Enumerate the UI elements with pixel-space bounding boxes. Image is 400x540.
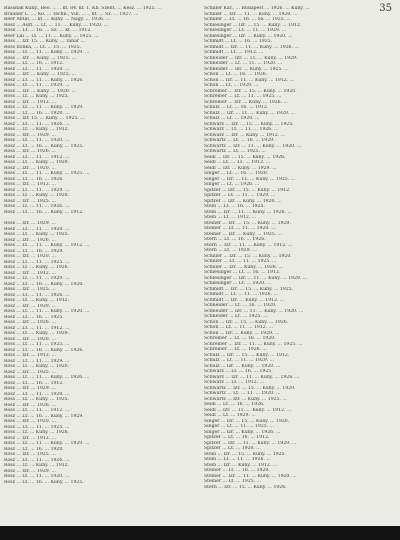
directory-entry: Schreiber ... Lt. ... 16. ... 1920. — [204, 336, 276, 341]
directory-entry: Schwarz ... Lt. ... 1912. ... — [204, 380, 264, 385]
directory-entry: Spitzer ... Izr. ... Kuny. ... 1920. ... — [204, 198, 282, 204]
directory-entry: Rosz ... Lt. ... 11. ... 1912. ... — [4, 325, 70, 331]
directory-entry: Rosz ... Lt. ... 16. ... 1920. ... — [4, 110, 70, 116]
directory-entry: Rosz ... Lt. ... 11. ... 1926. ... — [4, 292, 70, 298]
directory-entry: Ross ... Izr. ... 1926. ... — [4, 149, 56, 154]
directory-entry: Schwartz ... Izr. ... 11. ... Kuny. ... 1920. ... — [204, 143, 302, 149]
directory-entry: Spitzer ... Izr. ... 11. ... Kuny. ... 1929. ... — [204, 440, 297, 446]
directory-entry: Schön ... Izr. ... 15. ... Kuny. ... 1926. — [204, 319, 289, 325]
directory-entry: Singer ... Izr. ... 11. ... Kuny. ... 1925. ... — [204, 176, 296, 182]
directory-entry: Spitzer ... Lt. ... 1920. ... — [204, 446, 261, 451]
directory-entry: Schwarz ... Lt. ... 11. ... 1926. ... — [204, 127, 279, 132]
directory-entry: Rosz ... Izr. ... 1929. ... — [4, 132, 56, 138]
directory-entry: Stern ... Lt. ... 1929. ... — [204, 248, 257, 253]
directory-entry: Ross ... Izr. ... 1925. ... — [4, 452, 56, 457]
page-number: 35 — [379, 3, 392, 14]
directory-entry: Rosz ... Lt. ... 11. ... 1925. ... — [4, 424, 70, 430]
directory-entry: Schiller ... Izr. ... 11. ... Kuny. ... 1920. ... — [204, 11, 298, 17]
directory-entry: Rosz ... Izr. ... 1925. ... — [4, 198, 56, 204]
directory-entry: Rosz ... Lt. ... 16. ... 1929. — [4, 248, 64, 254]
directory-entry: Ross ... Izr. ... 1912. ... — [4, 182, 56, 187]
directory-entry: Beer Antal, ... kt. ... Kuny. ... Nagy. ... 1926. ... — [4, 17, 111, 22]
directory-entry: Schwartz ... Lt. ... 1925. ... — [204, 149, 266, 154]
directory-entry: Singer ... Izr. ... Kuny. ... 1926. ... — [204, 429, 281, 435]
directory-entry: Steiner ... Izr. ... Kuny. ... 1925. ... — [204, 231, 283, 237]
directory-entry: Rosz ... Lt. ... 16. ... Kuny. ... 1920. — [4, 281, 84, 287]
directory-entry: Schwarz ... Izr. ... 11. ... Kuny. ... 1926. ... — [204, 374, 300, 380]
directory-entry: Schneider ... Izr. ... Kuny. ... 1925. ... — [204, 66, 289, 72]
directory-entry: Rosz ... Izr. ... 1929. ... — [4, 468, 56, 474]
directory-entry: Schwarz ... Lt. ... 16. ... 1925. — [204, 369, 273, 374]
directory-entry: Rosz ... Lt. ... 11. ... 1920. ... — [4, 226, 70, 232]
directory-entry: Ross ... Lt. ... 11. ... 1912. ... — [4, 408, 70, 413]
directory-entry: Beer Lili ... Lt. ... 11. ... Kuny. ... 1925. ... — [4, 33, 99, 39]
directory-entry: Ross ... Izr. 15. ... Kuny. ... 1925. ... — [4, 116, 85, 121]
directory-entry: Schneider ... Lt. ... 1925. ... — [204, 314, 268, 319]
directory-entry: Singer ... Lt. ... 16. ... 1920. — [204, 171, 269, 176]
directory-entry: Ross ... Izr. 15. ... Kuny. ... Tanár ... — [4, 39, 85, 44]
directory-entry: Stein ... Izr. ... 15. ... Kuny. ... 1925. — [204, 451, 286, 457]
directory-entry: Ross ... Lt. ... Kuny. ... 1925. — [4, 397, 70, 402]
directory-entry: Rosz ... Izr. ... 1912. ... — [4, 270, 56, 276]
directory-entry: Schwarz ... Izr. ... Kuny. ... 1912. ... — [204, 132, 285, 138]
directory-entry: Ross ... Lt. ... Kuny. ... 1912. — [4, 298, 70, 303]
directory-entry: Steiner ... Izr. ... 11. ... Kuny. ... 1920. ... — [204, 473, 297, 479]
right-column — [204, 6, 394, 521]
directory-entry: Schön ... Lt. ... 1929. ... — [204, 83, 259, 88]
directory-entry: Brauner L. ..., Kö. ... Techn., Vill. ... ., kt. ... Sz. ... 1927. ... — [4, 11, 139, 17]
directory-entry: Ross ... Lt. ... Kuny. ... 1929. — [4, 331, 70, 336]
directory-entry: Schlesinger ... Lt. ... 11. ... 1929. ... — [204, 28, 287, 33]
directory-entry: Ross ... Izr. ... 1920. ... — [4, 419, 56, 424]
directory-entry: Ross ... Lt. ... Kuny. ... 1926. — [4, 430, 70, 435]
directory-entry: Schreiber ... Izr. ... 15. ... Kuny. ... 1920. — [204, 88, 297, 94]
directory-entry: Schmidt ... Lt. ... 16. ... 1925. — [204, 39, 273, 44]
directory-entry: Singer ... Lt. ... 1926. ... — [204, 182, 260, 187]
directory-entry: Ross ... Izr. ... 1925. ... — [4, 287, 56, 292]
directory-entry: Rose ... Lt. ... 16. ... Sz. ... kt. ... 1912. — [4, 28, 92, 33]
directory-entry: Ross ... Izr. ... 1920. ... — [4, 254, 56, 259]
directory-entry: Seidl ... Lt. ... 16. ... 1926. — [204, 402, 265, 407]
directory-entry: Schulz ... Lt. ... 11. ... 1929. ... — [204, 358, 275, 363]
directory-entry: Ross ... Lt. ... 11. ... Kuny. ... 1929. — [4, 105, 84, 110]
directory-entry: Rosz ... Izr. ... 1920. ... — [4, 165, 56, 171]
directory-entry: Rosz ... Lt. ... 11. ... 1920. ... — [4, 391, 70, 397]
directory-entry: Rosz ... Lt. ... 16. ... Kuny. ... 1925. — [4, 479, 84, 485]
directory-entry: Ross ... Lt. ... 11. ... 1925. ... — [4, 342, 70, 347]
directory-entry: Singer ... Izr. ... 15. ... Kuny. ... 1920. — [204, 418, 290, 424]
directory-entry: Schulz ... Lt. ... 1920. ... — [204, 116, 260, 121]
directory-entry: Rosz ... Lt. ... 11. ... 1929. ... — [4, 358, 70, 364]
directory-entry: Ross ... Lt. ... 11. ... 1926. ... — [4, 204, 70, 209]
directory-entry: Schlesinger ... Lt. ... 16. ... 1912. — [204, 270, 281, 275]
directory-entry: Seidl ... Izr. ... 15. ... Kuny. ... 1926. — [204, 154, 286, 160]
directory-entry: Ross ... Lt. ... 11. ... Kuny. ... 1929. ... — [4, 441, 90, 446]
directory-entry: Ross ... Lt. ... 11. ... 1920. ... — [4, 474, 70, 479]
directory-entry: Ross ... Izr. ... 1929. ... — [4, 221, 56, 226]
directory-entry: Rosz ... Lt. ... 11. ... 1926. ... — [4, 121, 70, 127]
directory-entry: Schiller ... Lt. ... 16. ... Sz. ... 1925. ... — [204, 17, 291, 22]
directory-entry: Schlesinger ... Izr. ... 11. ... Kuny. ... 1929. ... — [204, 275, 308, 281]
directory-entry: Rosz ... Lt. ... 11. ... 1925. ... — [4, 259, 70, 265]
directory-entry: Schwartz ... Izr. ... Kuny. ... 1925. ... — [204, 396, 287, 402]
directory-entry: Ross ... Lt. ... Kuny. ... 1912. — [4, 127, 70, 132]
directory-entry: Steiner ... Izr. ... 15. ... Kuny. ... 1929. — [204, 220, 291, 226]
directory-entry: Rosz ... Lt. ... 16. ... Kuny. ... 1926. — [4, 347, 84, 353]
directory-entry: Rosz ... Izr. ... 1929. ... — [4, 303, 56, 309]
directory-entry: Schneider ... Lt. ... 16. ... 1929. — [204, 303, 277, 308]
directory-entry: Ross ... Lt. ... 11. ... Kuny. ... 1920. ... — [4, 309, 90, 314]
directory-entry: Schlesinger ... Izr. ... 15. ... Kuny. ... 1912. — [204, 22, 302, 28]
directory-entry: Schön ... Lt. ... 11. ... 1912. ... — [204, 325, 273, 330]
directory-entry: Stein ... Izr. ... Kuny. ... 1912. ... — [204, 462, 278, 468]
directory-entry: Rosz ... Lt. ... 11. ... Kuny. ... 1926. — [4, 77, 84, 83]
directory-entry: Schön ... Izr. ... Kuny. ... 1929. ... — [204, 330, 280, 336]
directory-entry: Schön ... Lt. ... 16. ... 1926. — [204, 72, 268, 77]
directory-entry: Schlesinger ... Lt. ... 1920. ... — [204, 281, 272, 286]
directory-entry: Schön ... Izr. ... 11. ... Kuny. ... 1912. ... — [204, 77, 294, 83]
directory-entry: Rosz ... Izr. ... 1926. ... — [4, 237, 56, 243]
directory-entry: Stern ... Lt. ... 16. ... 1926. — [204, 237, 266, 242]
scan-border — [0, 526, 400, 540]
directory-entry: Seidl ... Lt. ... 1929. ... — [204, 413, 256, 418]
directory-entry: Schneider ... Izr. ... 11. ... Kuny. ... 1920. ... — [204, 308, 304, 314]
directory-entry: Schmidt ... Lt. ... 11. ... 1926. ... — [204, 292, 278, 297]
directory-entry: Schmidt ... Izr. ... 11. ... Kuny. ... 1926. ... — [204, 44, 299, 50]
directory-entry: Ross ... Lt. ... 11. ... Kuny. ... 1925. ... — [4, 171, 90, 176]
directory-entry: Schmidt ... Izr. ... 15. ... Kuny. ... 1925. — [204, 286, 294, 292]
directory-entry: Rosz ... Lt. ... 16. ... Kuny. ... 1929. — [4, 413, 84, 419]
directory-entry: Schulz ... Izr. ... 15. ... Kuny. ... 1912. — [204, 352, 290, 358]
directory-entry: Schulz ... Lt. ... 16. ... 1912. — [204, 105, 269, 110]
directory-entry: Schwartz ... Izr. ... 15. ... Kuny. ... 1929. — [204, 385, 296, 391]
directory-entry: Rosz ... Lt. ... 16. ... 1912. — [4, 380, 64, 386]
directory-entry: Ross ... Lt. ... Kuny. ... 1920. — [4, 364, 70, 369]
directory-entry: Schulz ... Izr. ... Kuny. ... 1920. ... — [204, 363, 281, 369]
directory-entry: Russnák Kuny., Beo. ... ., kt. 84. kf. 1. Kb. Szent. ... Kesz. ... 1925. ... — [4, 6, 162, 11]
directory-entry: Rosz ... Izr. ... 1912. ... — [4, 99, 56, 105]
directory-entry: Stein ... Lt. ... 16. ... 1925. — [204, 204, 265, 209]
directory-entry: Ross ... Lt. ... 11. ... 1920. ... — [4, 138, 70, 143]
directory-entry: Seidl ... Izr. ... 11. ... Kuny. ... 1912. ... — [204, 407, 292, 413]
directory-entry: Ross ... Lt. ... 11. ... Kuny. ... 1912. ... — [4, 243, 90, 248]
directory-entry: Schlesinger ... Izr. ... Kuny. ... 1920. ... — [204, 33, 293, 39]
directory-entry: Rosz ... Izr. ... Kuny. ... 1920. ... — [4, 88, 76, 94]
directory-entry: Schwarz ... Izr. ... 15. ... Kuny. ... 1925. — [204, 121, 294, 127]
directory-entry: Rosz ... Izr. ... 1912. ... — [4, 435, 56, 441]
directory-entry: Ross ... Izr. ... 1929. ... — [4, 386, 56, 391]
directory-entry: Ross ... Lt. ... 11. ... 1929. ... — [4, 276, 70, 281]
directory-entry: Schreiber ... Izr. ... Kuny. ... 1926. ... — [204, 99, 288, 105]
directory-entry: Rosz ... Izr. ... 1920. ... — [4, 336, 56, 342]
left-column — [4, 6, 194, 521]
directory-entry: Spitzer ... Lt. ... 11. ... 1929. ... — [204, 193, 276, 198]
directory-entry: Rosz ... Lt. ... 11. ... 1920. ... — [4, 66, 70, 72]
directory-entry: Stern ... Izr. ... 11. ... Kuny. ... 1912. ... — [204, 242, 293, 248]
directory-entry: Ross ... Lt. ... Kuny. ... 1920. — [4, 193, 70, 198]
directory-entry: Stein ... Lt. ... 1912. ... — [204, 215, 257, 220]
directory-entry: Rosz ... Lt. ... 11. ... 1912. ... — [4, 154, 70, 160]
directory-entry: Schmidt ... Lt. ... 1912. ... — [204, 50, 264, 55]
directory-entry: Ross ... Lt. ... 11. ... Kuny. ... 1929. ... — [4, 50, 90, 55]
directory-entry: Rosz ... Lt. ... 16. ... 1925. — [4, 314, 64, 320]
directory-entry: Schwartz ... Lt. ... 16. ... 1929. — [204, 138, 275, 143]
directory-entry: Singer ... Lt. ... 11. ... 1925. ... — [204, 424, 274, 429]
directory-entry: Ross Ilonka, ... Lt. ... 15. ... 1925. — [4, 44, 82, 50]
directory-entry: Stern ... Izr. ... 15. ... Kuny. ... 1926. — [204, 484, 287, 490]
directory-entry: Rosz ... Lt. ... 16. ... 1926. — [4, 176, 64, 182]
directory-entry: Stein ... Lt. ... 11. ... 1926. ... — [204, 457, 271, 462]
directory-entry: Steiner ... Lt. ... 16. ... 1929. — [204, 468, 270, 473]
directory-entry: Spitzer ... Izr. ... 15. ... Kuny. ... 1912. — [204, 187, 291, 193]
directory-entry: Ross ... Lt. ... 16. ... 1912. — [4, 61, 64, 66]
directory-entry: Schiller ... Izr. ... 15. ... Kuny. ... 1920. — [204, 253, 292, 259]
directory-entry: Ross ... Izr. ... Kuny. ... 1925. ... — [4, 55, 76, 61]
directory-entry: Ross ... Izr. ... 1926. ... — [4, 320, 56, 325]
directory-entry: Schreiber ... Lt. ... 11. ... 1925. ... — [204, 94, 282, 99]
directory-entry: Schmidt ... Izr. ... Kuny. ... 1912. ... — [204, 297, 285, 303]
directory-entry: Ross ... Lt. ... Kuny. ... 1925. — [4, 232, 70, 237]
directory-entry: Ross ... Lt. ... Kuny. ... 1926. — [4, 265, 70, 270]
directory-entry: Rosz ... Izr. ... 1926. ... — [4, 402, 56, 408]
directory-entry: Ross ... Lt. ... Kuny. ... 1925. — [4, 94, 70, 99]
directory-entry: Schulz ... Izr. ... 11. ... Kuny. ... 1929. ... — [204, 110, 296, 116]
directory-entry: Rosz ... Lt. ... 16. ... 1920. — [4, 446, 64, 452]
directory-entry: Rosz ... Aszt. ... Lt. ... 11. ... Kuny. ... 1920. ... — [4, 22, 109, 28]
directory-entry: Schwartz ... Lt. ... 11. ... 1920. ... — [204, 391, 281, 396]
directory-entry: Ross ... Lt. ... Kuny. ... 1929. — [4, 160, 70, 165]
directory-entry: Stein ... Izr. ... 11. ... Kuny. ... 1926. ... — [204, 209, 292, 215]
directory-entry: Schiller ... Izr. ... Kuny. ... 1926. ... — [204, 264, 283, 270]
directory-entry: Seidl ... Izr. ... Kuny. ... 1929. ... — [204, 165, 277, 171]
directory-entry: Ross ... Izr. ... 1912. ... — [4, 353, 56, 358]
directory-entry: Rosz ... Lt. ... 16. ... Kuny. ... 1925. — [4, 143, 84, 149]
directory-entry: Rosz ... Lt. ... 16. ... Kuny. ... 1912. — [4, 209, 84, 215]
directory-entry: Seidl ... Lt. ... 11. ... 1912. ... — [204, 160, 271, 165]
directory-entry: Schneider ... Lt. ... 11. ... 1920. ... — [204, 61, 283, 66]
directory-entry: Rosz ... Izr. ... 1925. ... — [4, 369, 56, 375]
directory-entry: Schreiber ... Izr. ... 11. ... Kuny. ... 1925. ... — [204, 341, 303, 347]
directory-entry: Ross ... Izr. ... Kuny. ... 1925. ... — [4, 72, 76, 77]
directory-entry: Schneider ... Izr. ... 15. ... Kuny. ... 1929. — [204, 55, 298, 61]
directory-entry: Schiller ... Lt. ... 11. ... 1925. ... — [204, 259, 277, 264]
directory-entry: Steiner ... Lt. ... 1925. ... — [204, 479, 262, 484]
directory-entry: Ross ... Lt. ... 11. ... Kuny. ... 1926. ... — [4, 375, 90, 380]
directory-entry: Steiner ... Lt. ... 11. ... 1920. ... — [204, 226, 276, 231]
directory-entry: Ross ... Lt. ... Kuny. ... 1912. — [4, 463, 70, 468]
directory-entry: Rosz ... Lt. ... 11. ... 1926. ... — [4, 457, 70, 463]
directory-entry: Ross ... Lt. ... 11. ... 1929. ... — [4, 83, 70, 88]
directory-entry: Schreiber ... Lt. ... 1926. ... — [204, 347, 267, 352]
directory-entry: Rosz ... Lt. ... 11. ... 1929. ... — [4, 187, 70, 193]
directory-entry: Spitzer ... Lt. ... 16. ... 1912. — [204, 435, 270, 440]
directory-entry: Schiller Kár., ... Budapest ... 1926. ... Kuny. ... — [204, 6, 310, 11]
